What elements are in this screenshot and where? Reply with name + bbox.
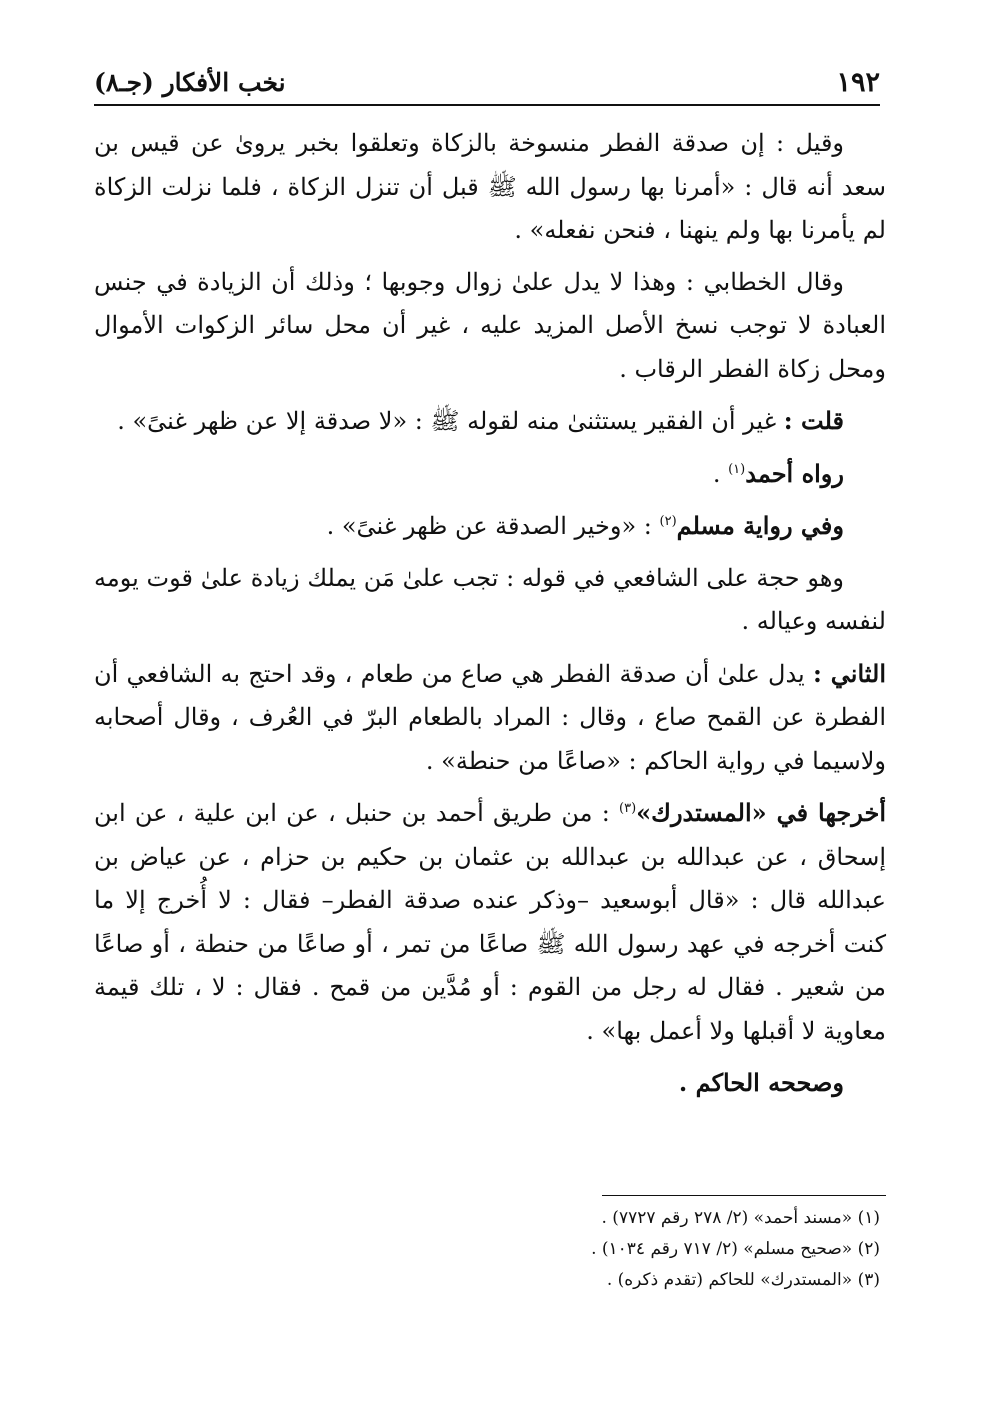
- footnote-1: (١) «مسند أحمد» (٢/ ٢٧٨ رقم ٧٧٢٧) .: [601, 1208, 880, 1228]
- book-title: نخب الأفكار (جـ٨): [94, 67, 286, 97]
- footnote-3: (٣) «المستدرك» للحاكم (تقدم ذكره) .: [606, 1270, 880, 1290]
- paragraph-lead: وفي رواية مسلم: [676, 511, 844, 540]
- page-number: ١٩٢: [836, 66, 880, 98]
- footnote-ref: (٢): [659, 514, 677, 529]
- main-text: [94, 122, 886, 1106]
- paragraph-lead: أخرجها في «المستدرك»: [636, 798, 887, 827]
- paragraph-ahmad-narration: [94, 452, 886, 497]
- paragraph-text: يدل علىٰ أن صدقة الفطر هي صاع من طعام ، وقد احتج به الشافعي أن الفطرة عن القمح صاع ، وقال : المراد بالطعام البرّ في العُرف ، وقال أصحابه ولاسيما في رواية الحاكم : «صاعًا من حنطة» .: [94, 659, 886, 775]
- paragraph-khattabi: [94, 261, 886, 392]
- paragraph-lead: الثاني :: [812, 658, 887, 688]
- footnote-ref: (١): [728, 461, 746, 477]
- footnote-divider: [602, 1195, 886, 1196]
- footnote-ref: (٣): [619, 801, 637, 816]
- paragraph-hakim-grading: [94, 1061, 886, 1106]
- paragraph-text: وهو حجة على الشافعي في قوله : تجب علىٰ مَن يملك زيادة علىٰ قوت يومه لنفسه وعياله .: [94, 563, 886, 635]
- paragraph-qultu: [94, 399, 886, 444]
- paragraph-lead: رواه أحمد: [745, 458, 844, 488]
- paragraph-lead: وصححه الحاكم .: [678, 1068, 844, 1097]
- paragraph-lead: قلت :: [783, 406, 844, 435]
- paragraph-shafii: [94, 557, 886, 644]
- footnote-2: (٢) «صحيح مسلم» (٢/ ٧١٧ رقم ١٠٣٤) .: [591, 1239, 880, 1259]
- paragraph-text: : «وخير الصدقة عن ظهر غنىً» .: [326, 512, 652, 540]
- footnotes: [94, 1203, 880, 1296]
- paragraph-text: وقيل : إن صدقة الفطر منسوخة بالزكاة وتعلقوا بخبر يروىٰ عن قيس بن سعد أنه قال : «أمرنا بها رسول الله ﷺ قبل أن تنزل الزكاة ، فلما نزلت الزكاة لم يأمرنا بها ولم ينهنا ، فنحن نفعله» .: [94, 129, 886, 244]
- paragraph-muslim-narration: [94, 504, 886, 549]
- paragraph-abrogation-claim: [94, 122, 886, 253]
- paragraph-text: : من طريق أحمد بن حنبل ، عن ابن علية ، عن ابن إسحاق ، عن عبدالله بن عبدالله بن عثمان بن حكيم بن حزام ، عن عياض بن عبدالله قال : «قال أبوسعيد –وذكر عنده صدقة الفطر– فقال : لا أُخرج إلا ما كنت أخرجه في عهد رسول الله ﷺ صاعًا من تمر ، أو صاعًا من حنطة ، أو صاعًا من شعير . فقال له رجل من القوم : أو مُدَّين من قمح . فقال : لا ، تلك قيمة معاوية لا أقبلها ولا أعمل بها» .: [94, 799, 887, 1045]
- paragraph-mustadrak: [94, 791, 886, 1053]
- page-header: [94, 60, 880, 106]
- paragraph-text: غير أن الفقير يستثنىٰ منه لقوله ﷺ : «لا صدقة إلا عن ظهر غنىً» .: [117, 407, 777, 435]
- paragraph-second-point: [94, 652, 886, 784]
- paragraph-text: وقال الخطابي : وهذا لا يدل علىٰ زوال وجوبها ؛ وذلك أن الزيادة في جنس العبادة لا توجب نسخ الأصل المزيد عليه ، غير أن محل سائر الزكوات الأموال ومحل زكاة الفطر الرقاب .: [94, 267, 886, 383]
- paragraph-text: .: [712, 459, 721, 488]
